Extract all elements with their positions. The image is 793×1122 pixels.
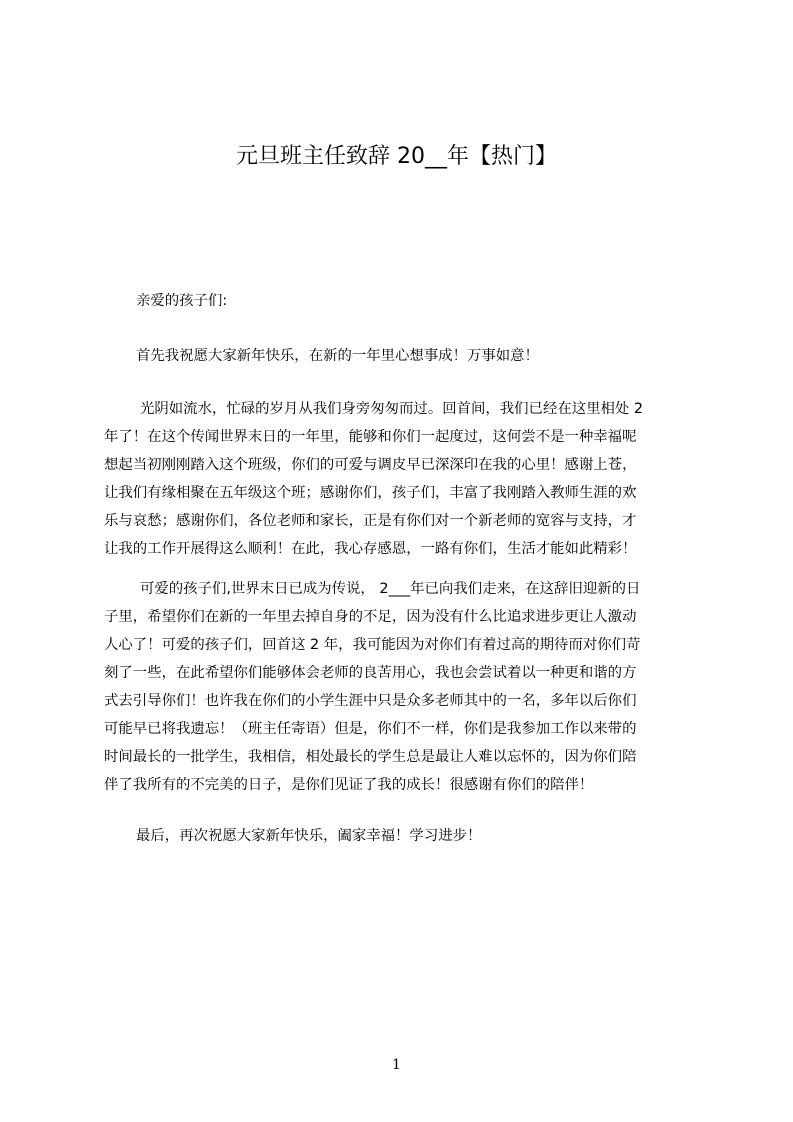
paragraph-line: 时间最长的一批学生，我相信，相处最长的学生总是最让人难以忘怀的，因为你们陪: [104, 749, 637, 765]
paragraph-line: 刻了一些，在此希望你们能够体会老师的良苦用心，我也会尝试着以一种更和谐的方: [104, 665, 637, 681]
paragraph-reflection: [104, 395, 698, 563]
paragraph-line: 子里，希望你们在新的一年里去掉自身的不足，因为没有什么比追求进步更让人激动: [104, 609, 637, 625]
paragraph-line: 让我们有缘相聚在五年级这个班；感谢你们，孩子们，丰富了我刚踏入教师生涯的欢: [104, 485, 637, 501]
paragraph-line: 想起当初刚刚踏入这个班级，你们的可爱与调皮早已深深印在我的心里！感谢上苍，: [104, 457, 637, 473]
paragraph-line: 让我的工作开展得这么顺利！在此，我心存感恩，一路有你们，生活才能如此精彩！: [104, 541, 637, 557]
paragraph-line: 年了！在这个传闻世界末日的一年里，能够和你们一起度过，这何尝不是一种幸福呢: [104, 429, 637, 445]
greeting-line: 亲爱的孩子们:: [136, 293, 228, 309]
paragraph-hopes: [104, 575, 698, 799]
document-title: 元旦班主任致辞 20__年【热门】: [236, 144, 557, 169]
paragraph-line: 人心了！可爱的孩子们，回首这 2 年，我可能因为对你们有着过高的期待而对你们苛: [104, 637, 641, 653]
paragraph-line: 可爱的孩子们,世界末日已成为传说， 2___年已向我们走来，在这辞旧迎新的日: [140, 581, 641, 597]
paragraph-line: 光阴如流水，忙碌的岁月从我们身旁匆匆而过。回首间，我们已经在这里相处 2: [140, 401, 644, 417]
page-number: 1: [392, 1057, 401, 1073]
paragraph-line: 式去引导你们！也许我在你们的小学生涯中只是众多老师其中的一名，多年以后你们: [104, 693, 637, 709]
paragraph-line: 伴了我所有的不完美的日子，是你们见证了我的成长！很感谢有你们的陪伴！: [104, 777, 594, 793]
paragraph-closing: 最后，再次祝愿大家新年快乐，阖家幸福！学习进步！: [136, 828, 482, 844]
paragraph-line: 可能早已将我遗忘！（班主任寄语）但是，你们不一样，你们是我参加工作以来带的: [104, 721, 637, 737]
paragraph-line: 乐与哀愁；感谢你们，各位老师和家长，正是有你们对一个新老师的宽容与支持，才: [104, 513, 637, 529]
paragraph-new-year-wish: 首先我祝愿大家新年快乐，在新的一年里心想事成！万事如意！: [136, 348, 539, 364]
